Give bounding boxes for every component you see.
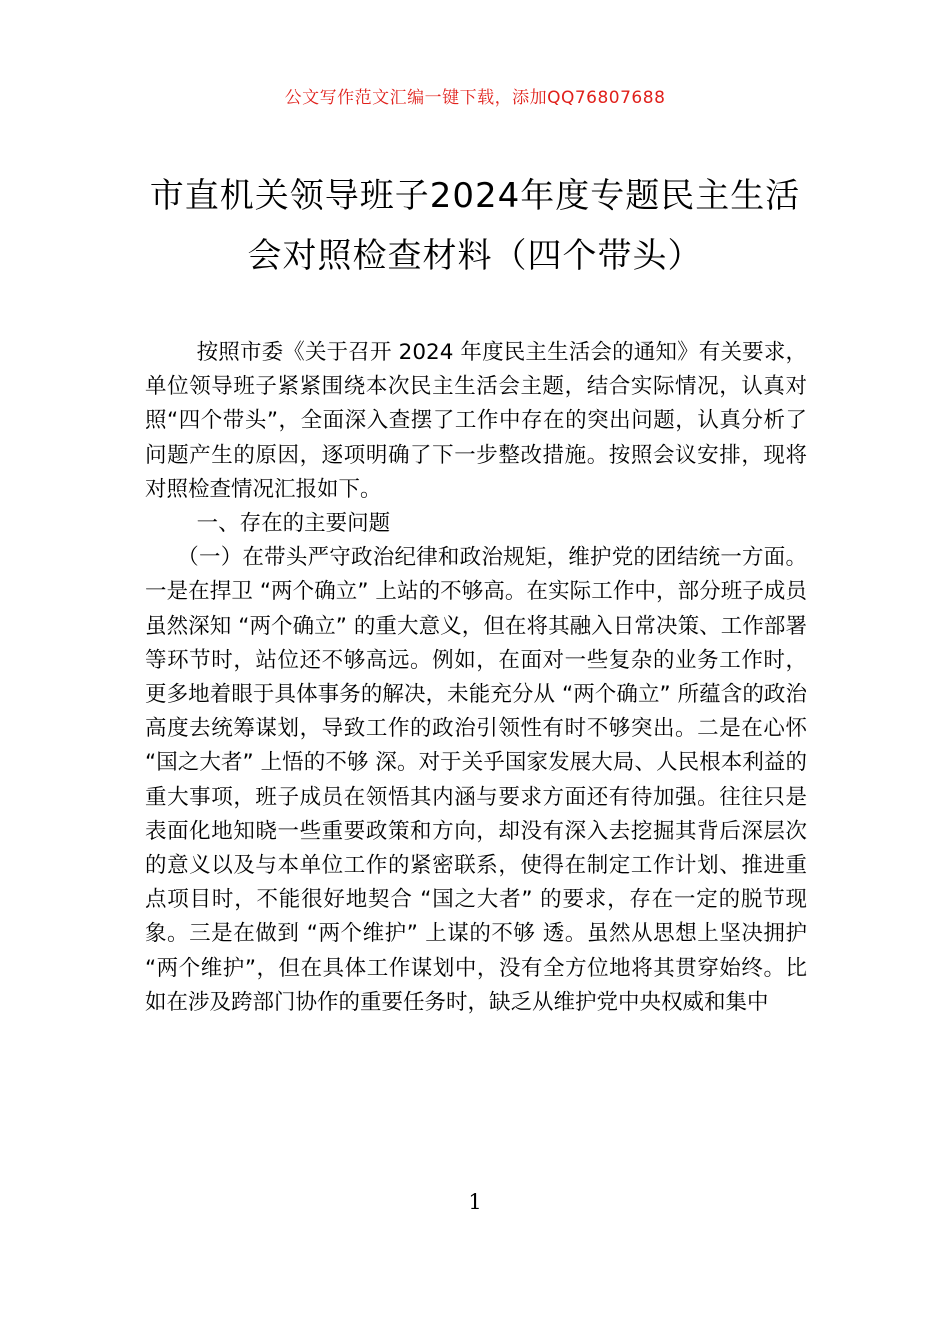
subsection-1-paragraph: （一）在带头严守政治纪律和政治规矩，维护党的团结统一方面。一是在捍卫 “两个确立” 上站的不够高。在实际工作中，部分班子成员虽然深知 “两个确立” 的重大意义，但在将其融入日常决策、工作部署等环节时，站位还不够高远。例如，在面对一些复杂的业务工作时，更多地着眼于具体事务的解决，未能充分从 “两个确立” 所蕴含的政治高度去统筹谋划，导致工作的政治引领性有时不够突出。二是在心怀 “国之大者” 上悟的不够 深。对于关乎国家发展大局、人民根本利益的重大事项，班子成员在领悟其内涵与要求方面还有待加强。往往只是表面化地知晓一些重要政策和方向，却没有深入去挖掘其背后深层次的意义以及与本单位工作的紧密联系，使得在制定工作计划、推进重点项目时，不能很好地契合 “国之大者” 的要求，存在一定的脱节现象。三是在做到 “两个维护” 上谋的不够 透。虽然从思想上坚决拥护 “两个维护”，但在具体工作谋划中，没有全方位地将其贯穿始终。比如在涉及跨部门协作的重要任务时，缺乏从维护党中央权威和集中 [145, 545, 807, 1015]
document-body [145, 336, 807, 1020]
download-promo-note: 公文写作范文汇编一键下载，添加QQ76807688 [284, 88, 666, 108]
section-heading: 一、存在的主要问题 [196, 511, 391, 537]
document-title [60, 166, 890, 286]
title-line-2: 会对照检查材料（四个带头） [247, 236, 703, 276]
intro-paragraph: 按照市委《关于召开 2024 年度民主生活会的通知》有关要求，单位领导班子紧紧围绕本次民主生活会主题，结合实际情况，认真对照“四个带头”，全面深入查摆了工作中存在的突出问题，认真分析了问题产生的原因，逐项明确了下一步整改措施。按照会议安排，现将对照检查情况汇报如下。 [145, 340, 807, 502]
page-number: 1 [468, 1190, 482, 1214]
title-line-1: 市直机关领导班子2024年度专题民主生活 [149, 176, 801, 216]
